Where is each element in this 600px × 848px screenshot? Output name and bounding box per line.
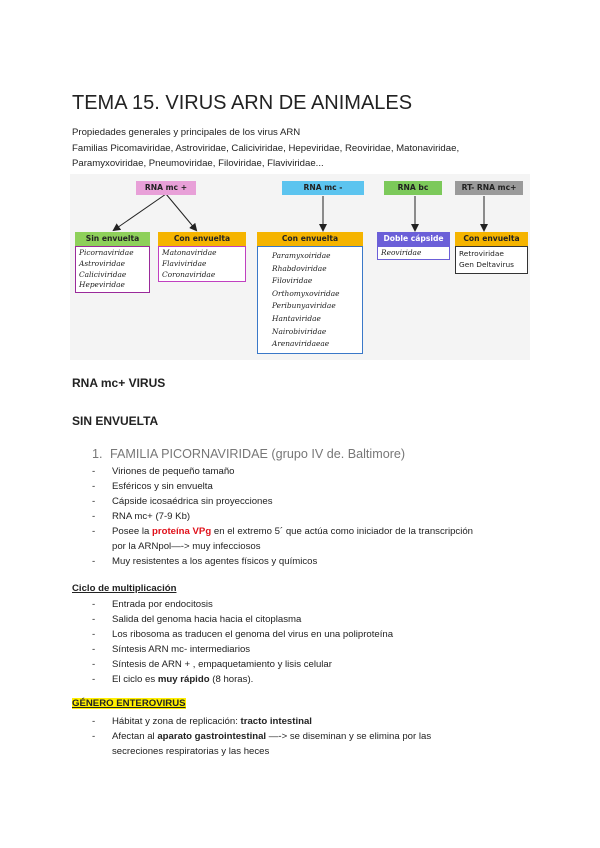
con-envuelta-neg-header: Con envuelta: [257, 232, 363, 246]
ciclo-heading: Ciclo de multiplicación: [72, 583, 177, 594]
classification-diagram: [70, 174, 530, 360]
sin-envuelta-header: Sin envuelta: [75, 232, 150, 246]
list-item: - Esféricos y sin envuelta: [92, 481, 213, 492]
list-item: - RNA mc+ (7-9 Kb): [92, 511, 191, 522]
section-heading-rna-mc-pos: RNA mc+ VIRUS: [72, 376, 166, 390]
family-item: Reoviridae: [381, 248, 422, 257]
sin-envuelta-list: [75, 246, 150, 293]
intro-line: Propiedades generales y principales de los virus ARN: [72, 127, 301, 138]
con-envuelta-rt-list: [455, 246, 528, 274]
list-item: - Muy resistentes a los agentes físicos y químicos: [92, 556, 318, 567]
family-item: Hepeviridae: [79, 280, 125, 290]
family-heading: [92, 447, 406, 461]
con-envuelta-pos-header: Con envuelta: [158, 232, 246, 246]
family-item: Rhabdoviridae: [272, 263, 327, 273]
family-item: Matonaviridae: [162, 248, 217, 257]
list-item: - Los ribosoma as traducen el genoma del virus en una poliproteína: [92, 629, 394, 640]
family-title: FAMILIA PICORNAVIRIDAE (grupo IV de. Baltimore): [110, 447, 406, 461]
ciclo-list: [92, 597, 393, 687]
rna-pos-box: RNA mc +: [136, 181, 196, 195]
family-item: Coronaviridae: [162, 269, 216, 279]
con-envuelta-neg-list: [257, 246, 363, 354]
list-item-continuation: secreciones respiratorias y las heces: [112, 746, 270, 757]
family-item: Nairobiviridae: [272, 326, 327, 336]
family-item: Picornaviridae: [79, 248, 134, 257]
arrow-to-sin-envuelta: [114, 194, 166, 230]
list-item-continuation: por la ARNpol—-> muy infecciosos: [112, 541, 261, 552]
page-title: TEMA 15. VIRUS ARN DE ANIMALES: [72, 92, 413, 114]
family-item: Astroviridae: [79, 258, 126, 268]
list-item: - Síntesis ARN mc- intermediarios: [92, 644, 251, 655]
list-item: - Cápside icosaédrica sin proyecciones: [92, 496, 273, 507]
list-item: - Posee la proteína VPg en el extremo 5´ que actúa como iniciador de la transcripción: [92, 526, 474, 537]
con-envuelta-pos-list: [158, 246, 246, 282]
con-envuelta-rt-header: Con envuelta: [455, 232, 528, 246]
family-item: Arenaviridaeae: [272, 339, 330, 349]
list-item: - Entrada por endocitosis: [92, 599, 213, 610]
genero-heading: GÉNERO ENTEROVIRUS: [72, 698, 186, 709]
family-number: 1.: [92, 447, 103, 461]
intro-text: [72, 125, 542, 172]
list-item: - Salida del genoma hacia hacia el citoplasma: [92, 614, 302, 625]
family-item: Paramyxoiridae: [272, 251, 331, 260]
rna-bc-box: RNA bc: [384, 181, 442, 195]
family-item: Hantaviridae: [272, 313, 321, 323]
family-item: Peribunyaviridae: [272, 301, 336, 311]
doble-capside-header: Doble cápside: [377, 232, 450, 246]
genero-list: [92, 714, 431, 759]
family-item: Orthomyxoviridae: [272, 288, 340, 298]
family-item: Flaviviridae: [162, 258, 207, 268]
list-item: - Síntesis de ARN + , empaquetamiento y lisis celular: [92, 659, 332, 670]
list-item: - Viriones de pequeño tamaño: [92, 466, 235, 477]
family-item: Filoviridae: [272, 276, 313, 286]
list-item: - Hábitat y zona de replicación: tracto intestinal: [92, 716, 312, 727]
doble-capside-list: [377, 246, 450, 260]
vpg-highlight: proteína VPg: [152, 526, 212, 537]
intro-line: Familias Picomaviridae, Astroviridae, Caliciviridae, Hepeviridae, Reoviridae, Matonaviridae,: [72, 142, 460, 154]
family-item: Caliciviridae: [79, 269, 127, 279]
intro-line: Paramyxoviridae, Pneumoviridae, Filoviridae, Flaviviridae...: [72, 158, 324, 169]
rna-neg-box: RNA mc -: [282, 181, 364, 195]
properties-list: [92, 464, 473, 569]
family-item: Retroviridae: [459, 249, 504, 258]
list-item: - Afectan al aparato gastrointestinal —-> se diseminan y se elimina por las: [92, 731, 432, 742]
section-heading-sin-envuelta: SIN ENVUELTA: [72, 414, 159, 428]
rt-rna-box: RT- RNA mc+: [455, 181, 523, 195]
list-item: - El ciclo es muy rápido (8 horas).: [92, 674, 254, 685]
family-item: Gen Deltavirus: [459, 260, 515, 269]
arrow-to-con-envuelta-pos: [166, 194, 196, 230]
